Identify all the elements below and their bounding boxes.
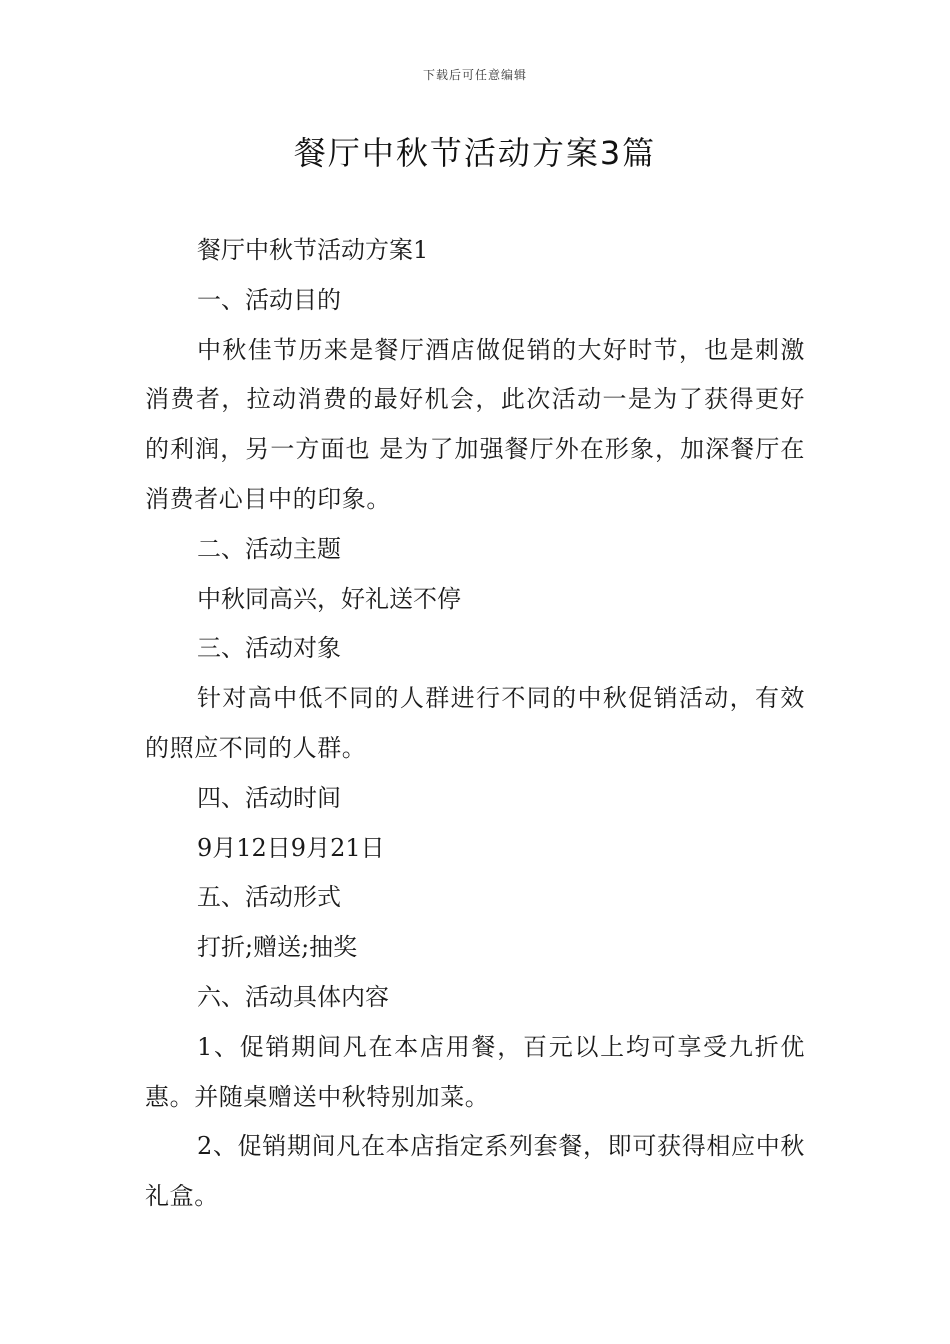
section-text-audience: 针对高中低不同的人群进行不同的中秋促销活动，有效的照应不同的人群。 bbox=[145, 684, 805, 762]
sub-title: 餐厅中秋节活动方案1 bbox=[197, 236, 429, 264]
content-item-2: 2、促销期间凡在本店指定系列套餐，即可获得相应中秋礼盒。 bbox=[145, 1132, 805, 1211]
section-text-form: 打折;赠送;抽奖 bbox=[197, 933, 358, 962]
section-text-time: 9月12日9月21日 bbox=[197, 833, 385, 862]
document-title: 餐厅中秋节活动方案3篇 bbox=[293, 134, 657, 172]
section-heading-time: 四、活动时间 bbox=[197, 783, 341, 812]
section-heading-audience: 三、活动对象 bbox=[197, 634, 341, 663]
section-heading-purpose: 一、活动目的 bbox=[197, 285, 341, 314]
content-item-1: 1、促销期间凡在本店用餐，百元以上均可享受九折优惠。并随桌赠送中秋特别加菜。 bbox=[145, 1032, 805, 1111]
section-heading-form: 五、活动形式 bbox=[197, 883, 341, 912]
section-text-purpose: 中秋佳节历来是餐厅酒店做促销的大好时节，也是刺激消费者，拉动消费的最好机会，此次活动一是为了获得更好的利润，另一方面也 是为了加强餐厅外在形象，加深餐厅在消费者心目中的印象。 bbox=[145, 335, 805, 513]
section-heading-content: 六、活动具体内容 bbox=[197, 982, 389, 1011]
section-text-theme: 中秋同高兴，好礼送不停 bbox=[197, 584, 461, 613]
section-heading-theme: 二、活动主题 bbox=[197, 534, 341, 563]
header-note: 下载后可任意编辑 bbox=[422, 68, 527, 82]
document-body bbox=[145, 226, 805, 1222]
